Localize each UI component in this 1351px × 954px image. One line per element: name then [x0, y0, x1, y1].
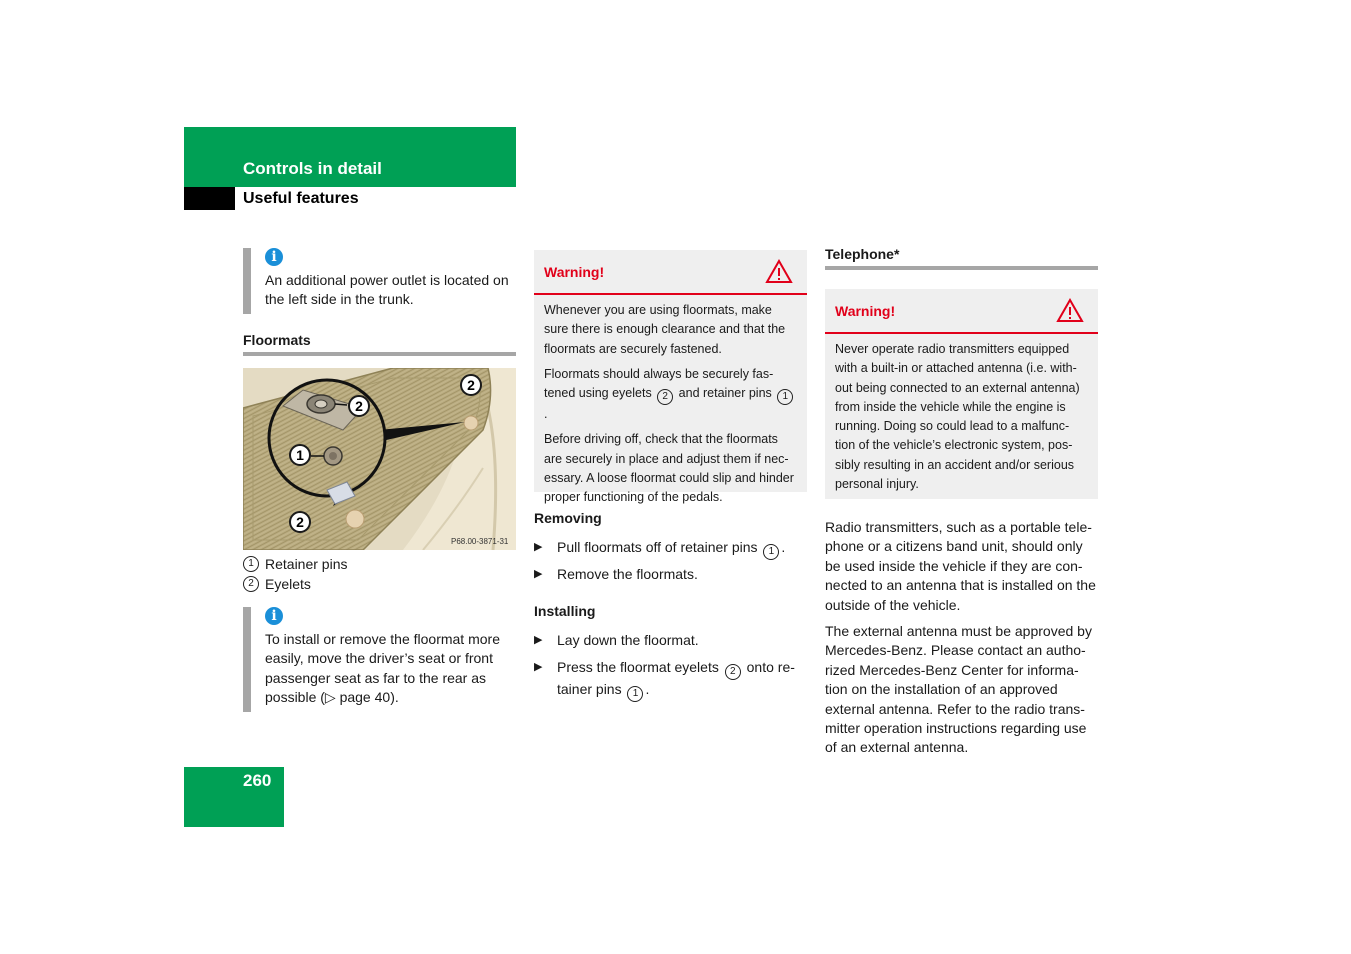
text-part: and retainer pins — [675, 386, 776, 401]
warning-paragraph: Before driving off, check that the floormats are securely in place and adjust them if nec-essary. A loose floormat could slip and hinder proper functioning of the pedals. — [544, 432, 794, 505]
info-note-text: An additional power outlet is located on the left side in the trunk. — [265, 272, 509, 308]
floormats-heading: Floormats — [243, 332, 311, 348]
warning-header — [534, 250, 807, 295]
step-text: Lay down the floormat. — [557, 632, 699, 648]
info-note-seat — [243, 607, 516, 712]
info-note-text-part: To install or remove the floormat more easily, move the driver’s seat or front passenger seat as far to the rear as possible ( — [265, 631, 500, 706]
warning-title: Warning! — [544, 263, 605, 280]
info-icon: i — [265, 607, 283, 625]
warning-paragraph: Whenever you are using floormats, make sure there is enough clearance and that the floormats are securely fastened. — [544, 303, 786, 356]
callout-ref-1: 1 — [627, 686, 643, 702]
triangle-right-icon: ▶ — [534, 568, 543, 580]
callout-2: 2 — [289, 511, 311, 533]
triangle-right-icon: ▶ — [534, 634, 543, 646]
section-title: Controls in detail — [243, 159, 382, 178]
info-note-text-part: ). — [390, 689, 399, 706]
callout-1: 1 — [289, 444, 311, 466]
callout-ref-2: 2 — [725, 664, 741, 680]
text-part: Press the floormat eyelets — [557, 659, 723, 675]
callout-2: 2 — [348, 395, 370, 417]
page-reference-link[interactable]: ▷ page 40 — [324, 689, 391, 706]
header-marker — [184, 187, 235, 210]
step-text — [557, 658, 809, 702]
step-text: Remove the floormats. — [557, 566, 698, 582]
legend-number: 1 — [243, 556, 259, 572]
callout-ref-1: 1 — [763, 544, 779, 560]
installing-step — [534, 631, 809, 651]
installing-step — [534, 658, 809, 698]
removing-step — [534, 565, 809, 585]
legend-item — [243, 574, 348, 594]
warning-triangle-icon — [1056, 298, 1084, 323]
callout-ref-2: 2 — [657, 389, 673, 405]
warning-header — [825, 289, 1098, 334]
callout-2: 2 — [460, 374, 482, 396]
text-part: . — [645, 681, 650, 697]
figure-code: P68.00-3871-31 — [451, 537, 509, 546]
figure-legend — [243, 554, 348, 594]
text-part: Floormats should always be securely fas-tened using eyelets — [544, 366, 774, 401]
step-text — [557, 538, 809, 560]
telephone-heading: Telephone* — [825, 246, 900, 262]
page-number: 260 — [243, 771, 272, 790]
legend-label: Eyelets — [265, 576, 311, 592]
telephone-paragraph: Radio transmitters, such as a portable tele-phone or a citizens band unit, should only be used inside the vehicle if they are con-nected to an antenna that is installed on the outside of the vehicle. — [825, 519, 1096, 613]
floormat-illustration — [243, 368, 516, 550]
warning-paragraph — [544, 365, 797, 425]
telephone-paragraph: The external antenna must be approved by Mercedes-Benz. Please contact an autho-rized Mercedes-Benz Center for informa-tion on the installation of an approved external antenna. Refer to the radio trans-mitter operation instructions regarding use of an external antenna. — [825, 623, 1092, 756]
callout-ref-1: 1 — [777, 389, 793, 405]
warning-triangle-icon — [765, 259, 793, 284]
warning-body — [534, 295, 807, 515]
text-part: . — [781, 539, 786, 555]
triangle-right-icon: ▶ — [534, 661, 543, 673]
removing-step — [534, 538, 809, 558]
info-note-power-outlet — [243, 248, 516, 314]
section-rule — [825, 266, 1098, 270]
warning-paragraph: Never operate radio transmitters equipped with a built-in or attached antenna (i.e. with-out being connected to an external antenna) from inside the vehicle while the engine is running. Doing so could lead to a malfunc-tion of the vehicle’s electronic system, pos-sibly resulting in an accident and/or serious personal injury. — [835, 342, 1080, 492]
text-part: Pull floormats off of retainer pins — [557, 539, 762, 555]
info-note-text — [265, 630, 516, 708]
section-rule — [243, 352, 516, 356]
warning-title: Warning! — [835, 302, 896, 319]
warning-body — [825, 334, 1098, 501]
warning-box-telephone — [825, 289, 1098, 499]
floormat-drawing — [243, 368, 516, 550]
text-part: onto re-tainer pins — [557, 659, 795, 697]
triangle-right-icon: ▶ — [534, 541, 543, 553]
text-part: . — [544, 407, 548, 422]
legend-item — [243, 554, 348, 574]
info-icon: i — [265, 248, 283, 266]
warning-box-floormats — [534, 250, 807, 505]
legend-number: 2 — [243, 576, 259, 592]
installing-heading: Installing — [534, 603, 596, 619]
legend-label: Retainer pins — [265, 556, 348, 572]
removing-heading: Removing — [534, 510, 602, 526]
subsection-title: Useful features — [243, 190, 359, 207]
